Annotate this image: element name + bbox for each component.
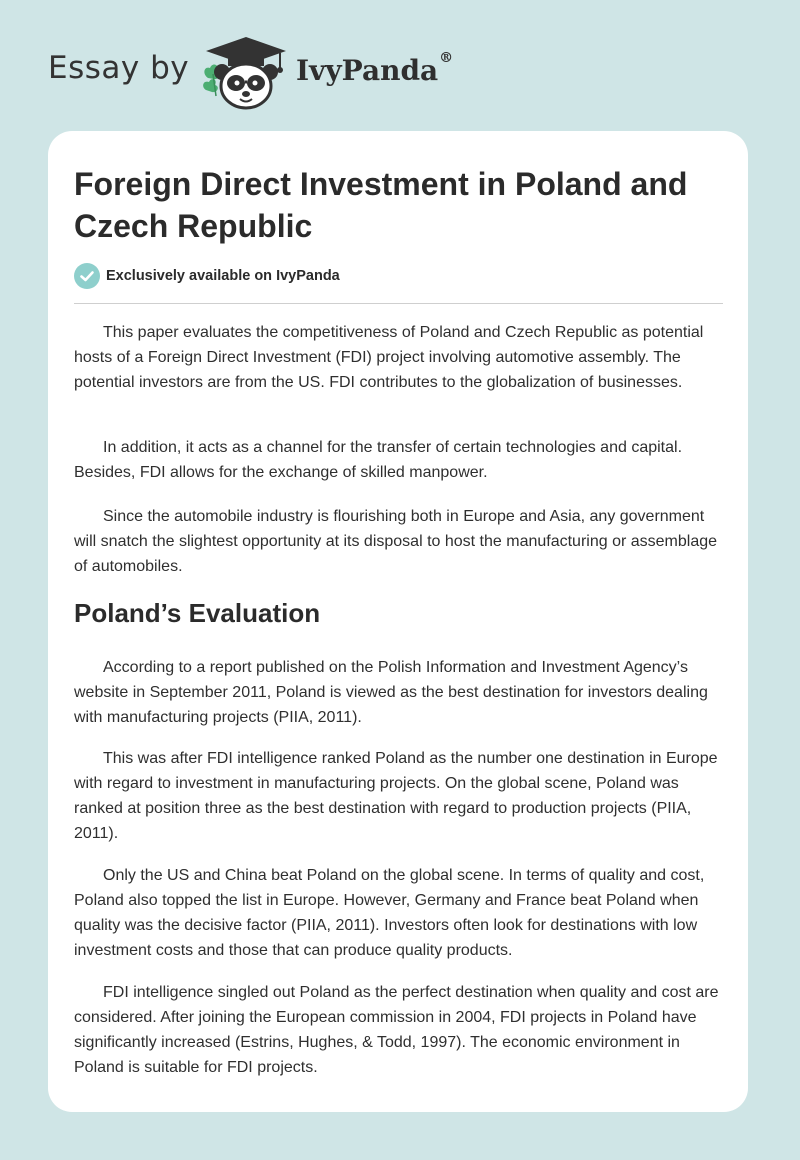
section-heading: Poland’s Evaluation [74, 598, 321, 628]
paragraph: FDI intelligence singled out Poland as the perfect destination when quality and cost are considered. After joining the European commission in 2004, FDI projects in Poland have significantly increased (Estrins, Hughes, & Todd, 1997). The economic environment in Poland is suitable for FDI projects. [74, 984, 719, 1076]
panda-graduate-logo-icon[interactable] [200, 34, 292, 110]
title-divider [74, 303, 723, 304]
paragraph: This was after FDI intelligence ranked Poland as the number one destination in Europe with regard to investment in manufacturing projects. On the global scene, Poland was ranked at position three as the best destination with regard to production projects (PIIA, 2011). [74, 750, 718, 842]
exclusive-badge-label: Exclusively available on IvyPanda [106, 268, 340, 284]
paragraph: Only the US and China beat Poland on the global scene. In terms of quality and cost, Poland also topped the list in Europe. However, Germany and France beat Poland when quality was the decisive factor (PIIA, 2011). Investors often look for destinations with low investment costs and those that can produce quality products. [74, 867, 705, 959]
exclusive-badge [74, 263, 340, 289]
paragraph: Since the automobile industry is flourishing both in Europe and Asia, any government will snatch the slightest opportunity at its disposal to host the manufacturing or assemblage of automobiles. [74, 508, 718, 575]
check-badge-icon [74, 263, 100, 289]
paragraph: In addition, it acts as a channel for the transfer of certain technologies and capital. Besides, FDI allows for the exchange of skilled manpower. [74, 439, 683, 481]
brand-name[interactable] [296, 50, 454, 87]
paragraph: This paper evaluates the competitiveness of Poland and Czech Republic as potential hosts of a Foreign Direct Investment (FDI) project involving automotive assembly. The potential investors are from the US. FDI contributes to the globalization of businesses. [74, 324, 704, 391]
article-title: Foreign Direct Investment in Poland and Czech Republic [74, 166, 688, 244]
site-header [0, 0, 800, 120]
essay-by-label: Essay by [48, 50, 190, 86]
registered-mark: ® [439, 50, 454, 66]
article-card [48, 131, 748, 1112]
brand-text: IvyPanda [296, 54, 439, 87]
paragraph: According to a report published on the Polish Information and Investment Agency’s website in September 2011, Poland is viewed as the best destination for investors dealing with manufacturing projects (PIIA, 2011). [74, 659, 708, 726]
